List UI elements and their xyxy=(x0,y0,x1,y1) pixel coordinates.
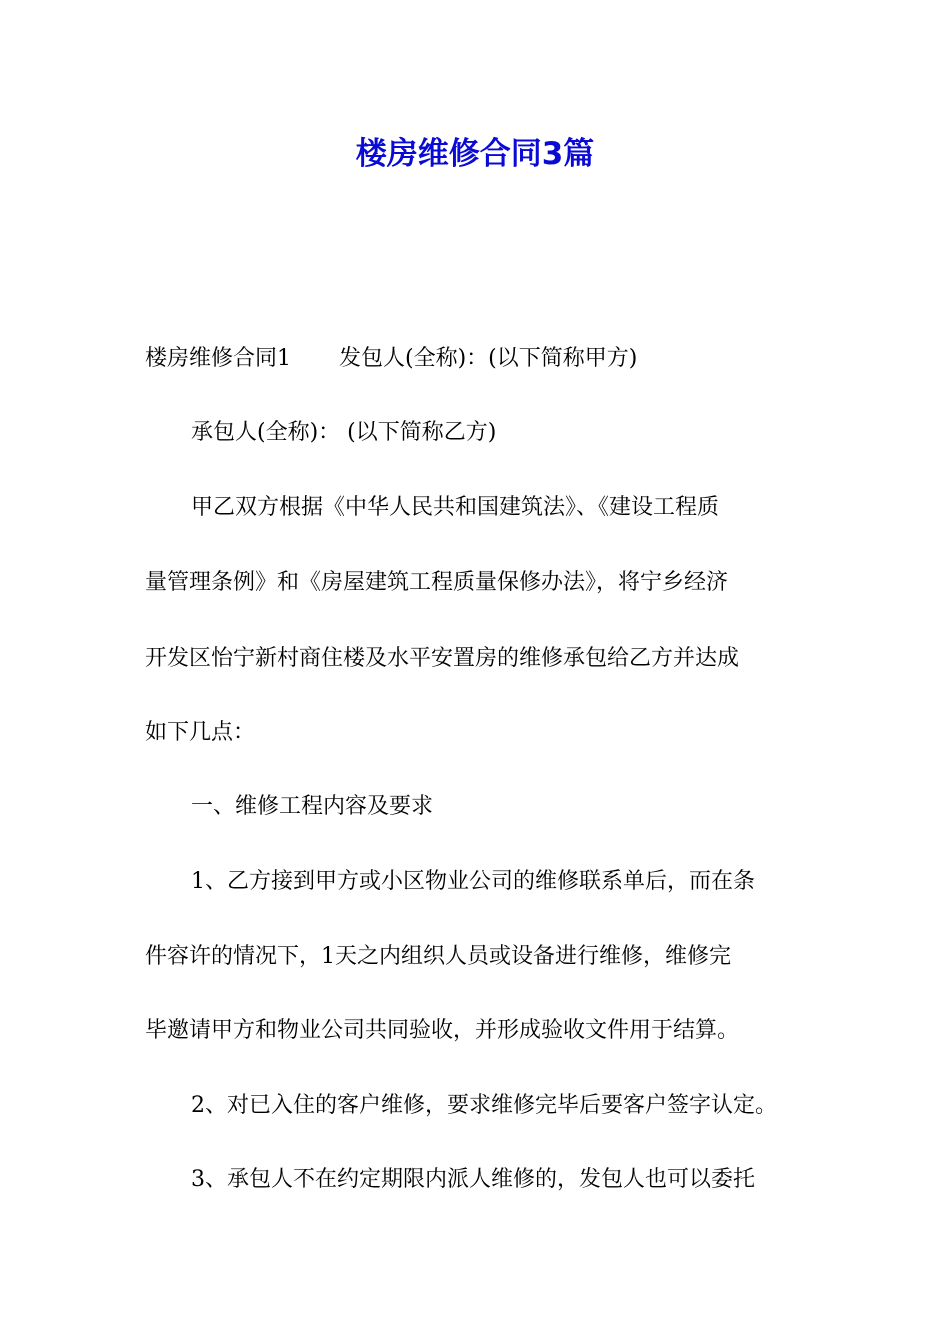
contract-heading: 楼房维修合同1 xyxy=(145,346,291,371)
paragraph-line: 开发区怡宁新村商住楼及水平安置房的维修承包给乙方并达成 xyxy=(145,646,740,671)
paragraph-line: 件容许的情况下，1天之内组织人员或设备进行维修，维修完 xyxy=(145,944,731,969)
paragraph-line: 3、承包人不在约定期限内派人维修的，发包人也可以委托 xyxy=(191,1167,755,1192)
section-heading: 一、维修工程内容及要求 xyxy=(191,794,434,819)
paragraph-line: 量管理条例》和《房屋建筑工程质量保修办法》，将宁乡经济 xyxy=(145,570,729,595)
paragraph-line: 2、对已入住的客户维修，要求维修完毕后要客户签字认定。 xyxy=(191,1093,777,1118)
paragraph-line: 甲乙双方根据《中华人民共和国建筑法》、《建设工程质 xyxy=(191,495,720,520)
paragraph-line: 1、乙方接到甲方或小区物业公司的维修联系单后，而在条 xyxy=(191,869,755,894)
contract-first-line xyxy=(145,343,637,375)
paragraph-line: 毕邀请甲方和物业公司共同验收，并形成验收文件用于结算。 xyxy=(145,1018,740,1043)
contract-party-a: 发包人(全称)：(以下简称甲方) xyxy=(339,346,638,371)
document-title: 楼房维修合同3篇 xyxy=(355,136,595,172)
paragraph-line: 如下几点： xyxy=(145,720,256,745)
paragraph-line: 承包人(全称)： (以下简称乙方) xyxy=(191,420,497,445)
